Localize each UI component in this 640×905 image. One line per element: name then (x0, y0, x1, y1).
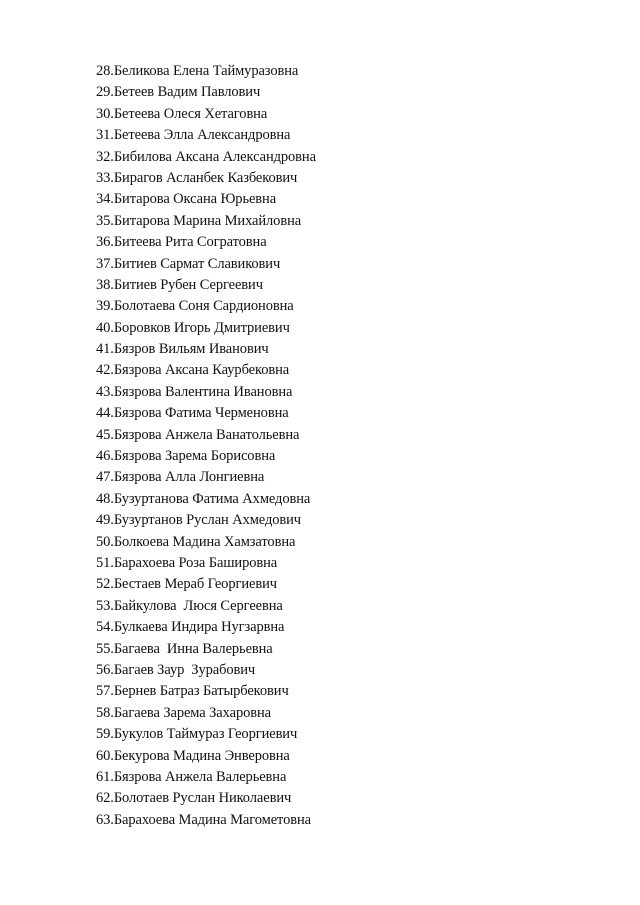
list-item: 38.Битиев Рубен Сергеевич (96, 276, 263, 293)
list-item: 37.Битиев Сармат Славикович (96, 255, 281, 272)
list-item: 42.Бязрова Аксана Каурбековна (96, 362, 290, 379)
list-item: 51.Барахоева Роза Башировна (96, 554, 278, 571)
list-item: 31.Бетеева Элла Александровна (96, 127, 291, 144)
list-item: 39.Болотаева Соня Сардионовна (96, 298, 294, 315)
list-item: 63.Барахоева Мадина Магометовна (96, 811, 311, 828)
list-item: 28.Беликова Елена Таймуразовна (96, 63, 299, 79)
list-item: 47.Бязрова Алла Лонгиевна (96, 469, 265, 486)
list-item: 48.Бузуртанова Фатима Ахмедовна (96, 490, 311, 507)
list-item: 54.Булкаева Индира Нугзарвна (96, 619, 285, 636)
list-item: 34.Битарова Оксана Юрьевна (96, 191, 277, 208)
list-item: 33.Бирагов Асланбек Казбекович (96, 169, 298, 186)
list-item: 46.Бязрова Зарема Борисовна (96, 448, 276, 465)
list-item: 35.Битарова Марина Михайловна (96, 212, 302, 229)
list-item: 59.Букулов Таймураз Георгиевич (96, 726, 298, 743)
list-item: 58.Багаева Зарема Захаровна (96, 704, 271, 721)
list-item: 53.Байкулова Люся Сергеевна (96, 597, 283, 614)
list-item: 52.Бестаев Мераб Георгиевич (96, 576, 277, 593)
list-item: 29.Бетеев Вадим Павлович (96, 84, 261, 101)
list-item: 50.Болкоева Мадина Хамзатовна (96, 533, 296, 550)
list-item: 55.Багаева Инна Валерьевна (96, 640, 273, 657)
list-item: 44.Бязрова Фатима Черменовна (96, 405, 289, 422)
list-item: 45.Бязрова Анжела Ванатольевна (96, 426, 300, 443)
list-item: 56.Багаев Заур Зурабович (96, 661, 256, 678)
name-list (96, 61, 316, 831)
list-item: 41.Бязров Вильям Иванович (96, 341, 269, 358)
list-item: 60.Бекурова Мадина Энверовна (96, 747, 290, 764)
list-item: 40.Боровков Игорь Дмитриевич (96, 319, 290, 336)
list-item: 57.Бернев Батраз Батырбекович (96, 683, 289, 700)
list-item: 61.Бязрова Анжела Валерьевна (96, 768, 287, 785)
list-item: 36.Битеева Рита Согратовна (96, 234, 267, 251)
list-item: 30.Бетеева Олеся Хетаговна (96, 105, 268, 122)
list-item: 43.Бязрова Валентина Ивановна (96, 383, 293, 400)
list-item: 62.Болотаев Руслан Николаевич (96, 790, 292, 807)
list-item: 49.Бузуртанов Руслан Ахмедович (96, 512, 301, 529)
list-item: 32.Бибилова Аксана Александровна (96, 148, 316, 165)
